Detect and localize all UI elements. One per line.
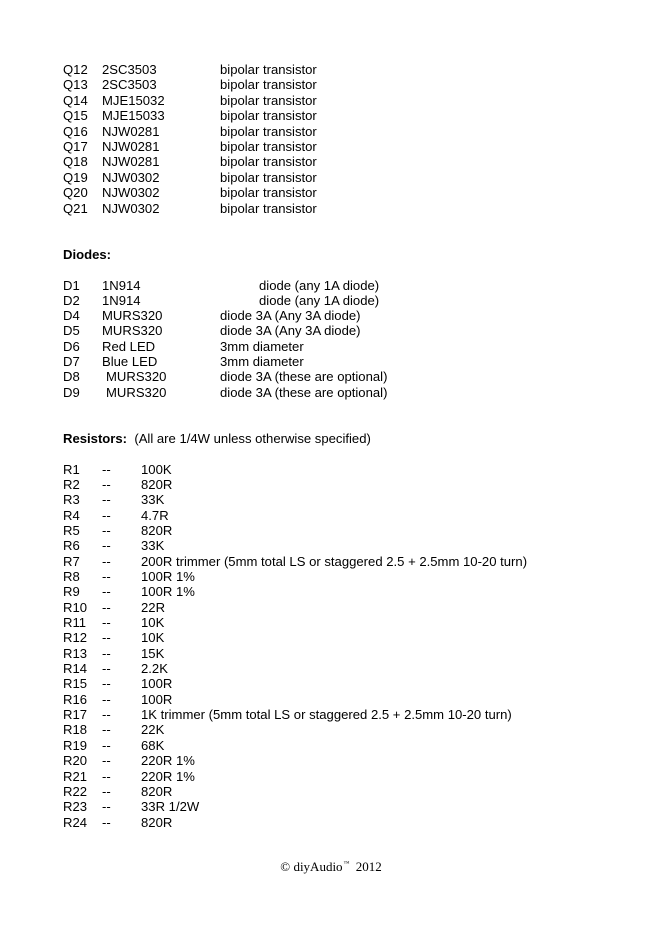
ref: R19 bbox=[63, 737, 88, 753]
part: 2SC3503 bbox=[102, 62, 157, 77]
separator: -- bbox=[102, 768, 111, 784]
part: 1N914 bbox=[102, 277, 141, 293]
part: NJW0281 bbox=[102, 139, 160, 154]
ref: Q15 bbox=[63, 108, 88, 124]
resistors-heading-text: Resistors: bbox=[63, 430, 128, 446]
description: bipolar transistor bbox=[220, 139, 317, 154]
trademark-symbol: ™ bbox=[343, 861, 350, 867]
value: 100K bbox=[141, 461, 172, 477]
description: bipolar transistor bbox=[220, 123, 317, 139]
diodes-heading-text: Diodes: bbox=[63, 246, 112, 262]
separator: -- bbox=[102, 753, 111, 769]
part: NJW0281 bbox=[102, 123, 160, 139]
value: 820R bbox=[141, 522, 173, 538]
ref: R4 bbox=[63, 507, 80, 523]
ref: R2 bbox=[63, 476, 80, 492]
description: diode 3A (Any 3A diode) bbox=[220, 323, 361, 339]
ref: R21 bbox=[63, 768, 88, 784]
part: MJE15033 bbox=[102, 108, 165, 124]
ref: R22 bbox=[63, 783, 88, 799]
ref: D2 bbox=[63, 292, 80, 308]
separator: -- bbox=[102, 645, 111, 661]
ref: Q14 bbox=[63, 92, 88, 108]
part: 2SC3503 bbox=[102, 77, 157, 93]
value: 820R bbox=[141, 814, 173, 830]
ref: Q20 bbox=[63, 185, 88, 201]
description: bipolar transistor bbox=[220, 169, 317, 185]
ref: R24 bbox=[63, 814, 88, 830]
description: bipolar transistor bbox=[220, 200, 317, 216]
description: 3mm diameter bbox=[220, 338, 304, 354]
ref: R23 bbox=[63, 799, 88, 815]
value: 1K trimmer (5mm total LS or staggered 2.5 + 2.5mm 10-20 turn) bbox=[141, 707, 512, 723]
part: 1N914 bbox=[102, 292, 141, 308]
value: 100R bbox=[141, 691, 173, 707]
ref: R11 bbox=[63, 615, 87, 630]
separator: -- bbox=[102, 461, 111, 477]
value: 33K bbox=[141, 538, 165, 554]
part: MURS320 bbox=[102, 308, 163, 324]
ref: R14 bbox=[63, 661, 88, 677]
part: Blue LED bbox=[102, 354, 158, 369]
description: diode 3A (Any 3A diode) bbox=[220, 308, 361, 324]
value: 10K bbox=[141, 630, 165, 646]
description: bipolar transistor bbox=[220, 62, 317, 77]
value: 820R bbox=[141, 476, 173, 492]
description: bipolar transistor bbox=[220, 185, 317, 201]
value: 4.7R bbox=[141, 507, 169, 523]
part: MURS320 bbox=[106, 369, 167, 385]
ref: D5 bbox=[63, 323, 80, 339]
part: NJW0281 bbox=[102, 154, 160, 170]
ref: Q18 bbox=[63, 154, 88, 170]
value: 15K bbox=[141, 645, 165, 661]
separator: -- bbox=[102, 599, 111, 615]
separator: -- bbox=[102, 492, 111, 508]
ref: R9 bbox=[63, 584, 80, 600]
description: bipolar transistor bbox=[220, 108, 317, 124]
value: 2.2K bbox=[141, 661, 168, 677]
ref: D1 bbox=[63, 277, 80, 293]
description: bipolar transistor bbox=[220, 77, 317, 93]
ref: R6 bbox=[63, 538, 80, 554]
value: 10K bbox=[141, 615, 165, 630]
description: diode 3A (these are optional) bbox=[220, 369, 388, 385]
value: 22K bbox=[141, 722, 165, 738]
diodes-heading bbox=[63, 247, 111, 263]
separator: -- bbox=[102, 661, 111, 677]
value: 220R 1% bbox=[141, 768, 195, 784]
ref: D6 bbox=[63, 338, 80, 354]
description: diode 3A (these are optional) bbox=[220, 384, 388, 400]
separator: -- bbox=[102, 799, 111, 815]
separator: -- bbox=[102, 476, 111, 492]
resistors-note: (All are 1/4W unless otherwise specified) bbox=[134, 430, 371, 446]
ref: Q17 bbox=[63, 139, 88, 154]
separator: -- bbox=[102, 691, 111, 707]
separator: -- bbox=[102, 630, 111, 646]
separator: -- bbox=[102, 522, 111, 538]
value: 68K bbox=[141, 737, 165, 753]
part: MURS320 bbox=[102, 323, 163, 339]
ref: R8 bbox=[63, 568, 80, 584]
ref: R1 bbox=[63, 461, 80, 477]
ref: R13 bbox=[63, 645, 88, 661]
separator: -- bbox=[102, 783, 111, 799]
copyright-symbol: © bbox=[280, 859, 291, 874]
separator: -- bbox=[102, 814, 111, 830]
part: MJE15032 bbox=[102, 92, 165, 108]
separator: -- bbox=[102, 737, 111, 753]
ref: R18 bbox=[63, 722, 88, 738]
ref: R16 bbox=[63, 691, 88, 707]
separator: -- bbox=[102, 722, 111, 738]
ref: Q12 bbox=[63, 62, 88, 77]
ref: R20 bbox=[63, 753, 88, 769]
part: NJW0302 bbox=[102, 200, 160, 216]
description: 3mm diameter bbox=[220, 354, 304, 369]
part: NJW0302 bbox=[102, 169, 160, 185]
page-footer bbox=[0, 856, 662, 875]
ref: R15 bbox=[63, 676, 88, 692]
ref: D4 bbox=[63, 308, 80, 324]
description: diode (any 1A diode) bbox=[259, 292, 380, 308]
separator: -- bbox=[102, 584, 111, 600]
footer-brand: diyAudio bbox=[293, 859, 343, 874]
ref: R17 bbox=[63, 707, 88, 723]
description: bipolar transistor bbox=[220, 154, 317, 170]
ref: Q19 bbox=[63, 169, 88, 185]
separator: -- bbox=[102, 707, 111, 723]
part: NJW0302 bbox=[102, 185, 160, 201]
separator: -- bbox=[102, 507, 111, 523]
separator: -- bbox=[102, 676, 111, 692]
ref: Q16 bbox=[63, 123, 88, 139]
ref: D9 bbox=[63, 384, 80, 400]
description: diode (any 1A diode) bbox=[259, 277, 380, 293]
ref: R5 bbox=[63, 522, 80, 538]
description: bipolar transistor bbox=[220, 92, 317, 108]
value: 33K bbox=[141, 492, 165, 508]
value: 33R 1/2W bbox=[141, 799, 200, 815]
ref: R12 bbox=[63, 630, 88, 646]
separator: -- bbox=[102, 615, 111, 630]
value: 100R 1% bbox=[141, 568, 195, 584]
value: 22R bbox=[141, 599, 166, 615]
ref: R10 bbox=[63, 599, 88, 615]
ref: R7 bbox=[63, 553, 80, 569]
footer-year: 2012 bbox=[355, 859, 382, 874]
value: 820R bbox=[141, 783, 173, 799]
separator: -- bbox=[102, 568, 111, 584]
value: 100R bbox=[141, 676, 173, 692]
separator: -- bbox=[102, 553, 111, 569]
resistors-heading bbox=[63, 431, 371, 447]
ref: R3 bbox=[63, 492, 80, 508]
ref: Q13 bbox=[63, 77, 88, 93]
part: Red LED bbox=[102, 338, 156, 354]
value: 200R trimmer (5mm total LS or staggered 2.5 + 2.5mm 10-20 turn) bbox=[141, 553, 528, 569]
value: 220R 1% bbox=[141, 753, 195, 769]
ref: Q21 bbox=[63, 200, 88, 216]
ref: D7 bbox=[63, 354, 80, 369]
ref: D8 bbox=[63, 369, 80, 385]
part: MURS320 bbox=[106, 384, 167, 400]
separator: -- bbox=[102, 538, 111, 554]
value: 100R 1% bbox=[141, 584, 195, 600]
